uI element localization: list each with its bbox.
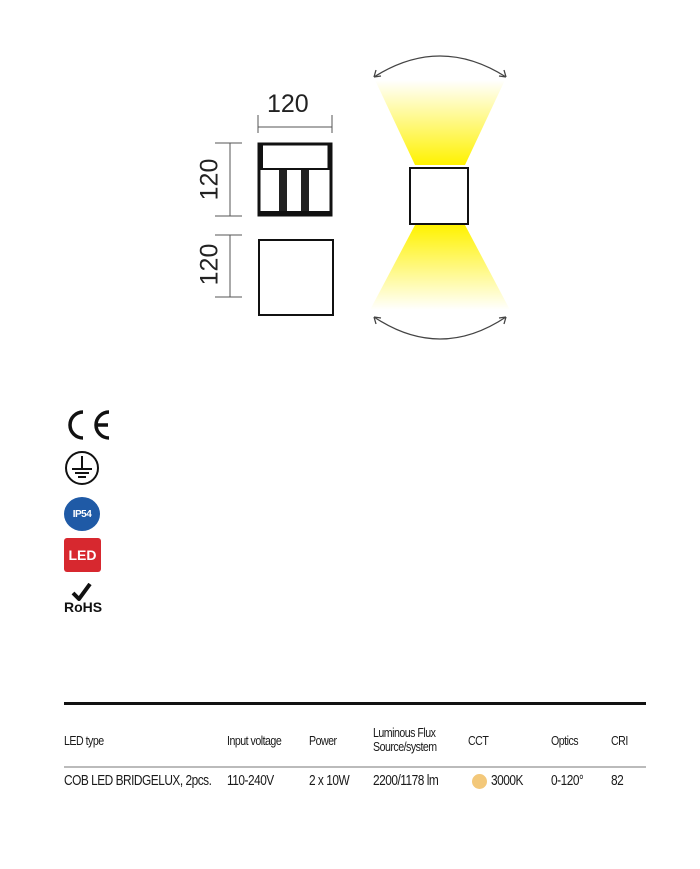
header-source-system: Source/system: [373, 740, 437, 754]
cct-color-swatch-icon: [472, 774, 487, 789]
header-led-type: LED type: [64, 734, 104, 748]
table-header-rule: [64, 766, 646, 768]
cell-led-type: COB LED BRIDGELUX, 2pcs.: [64, 773, 212, 789]
ce-mark-icon: [64, 408, 114, 442]
ip54-badge-icon: [64, 497, 100, 531]
header-cri: CRI: [611, 734, 628, 748]
cell-optics: 0-120°: [551, 773, 584, 789]
table-top-rule: [64, 702, 646, 705]
beam-diagram-svg: [360, 45, 520, 345]
header-cct: CCT: [468, 734, 489, 748]
header-optics: Optics: [551, 734, 579, 748]
height-dimension-label-bottom: 120: [195, 243, 224, 286]
protective-earth-icon: [64, 450, 104, 486]
height-dimension-label-top: 120: [195, 158, 224, 201]
ip54-badge-label: IP54: [72, 508, 92, 520]
led-badge-icon: [64, 538, 101, 572]
rohs-icon: [64, 583, 109, 619]
header-luminous-flux: Luminous Flux: [373, 726, 436, 740]
beam-diagram: [360, 45, 520, 345]
width-dimension-label: 120: [267, 90, 309, 118]
led-badge-label: LED: [68, 547, 97, 563]
cell-luminous-flux: 2200/1178 lm: [373, 773, 439, 789]
header-input-voltage: Input voltage: [227, 734, 282, 748]
cell-input-voltage: 110-240V: [227, 773, 274, 789]
dimension-drawing: [195, 85, 345, 325]
dimension-drawing-svg: [195, 85, 345, 325]
rohs-label: RoHS: [64, 599, 103, 615]
cell-power: 2 x 10W: [309, 773, 350, 789]
cell-cct: 3000K: [491, 773, 523, 789]
header-power: Power: [309, 734, 337, 748]
cell-cri: 82: [611, 773, 624, 789]
